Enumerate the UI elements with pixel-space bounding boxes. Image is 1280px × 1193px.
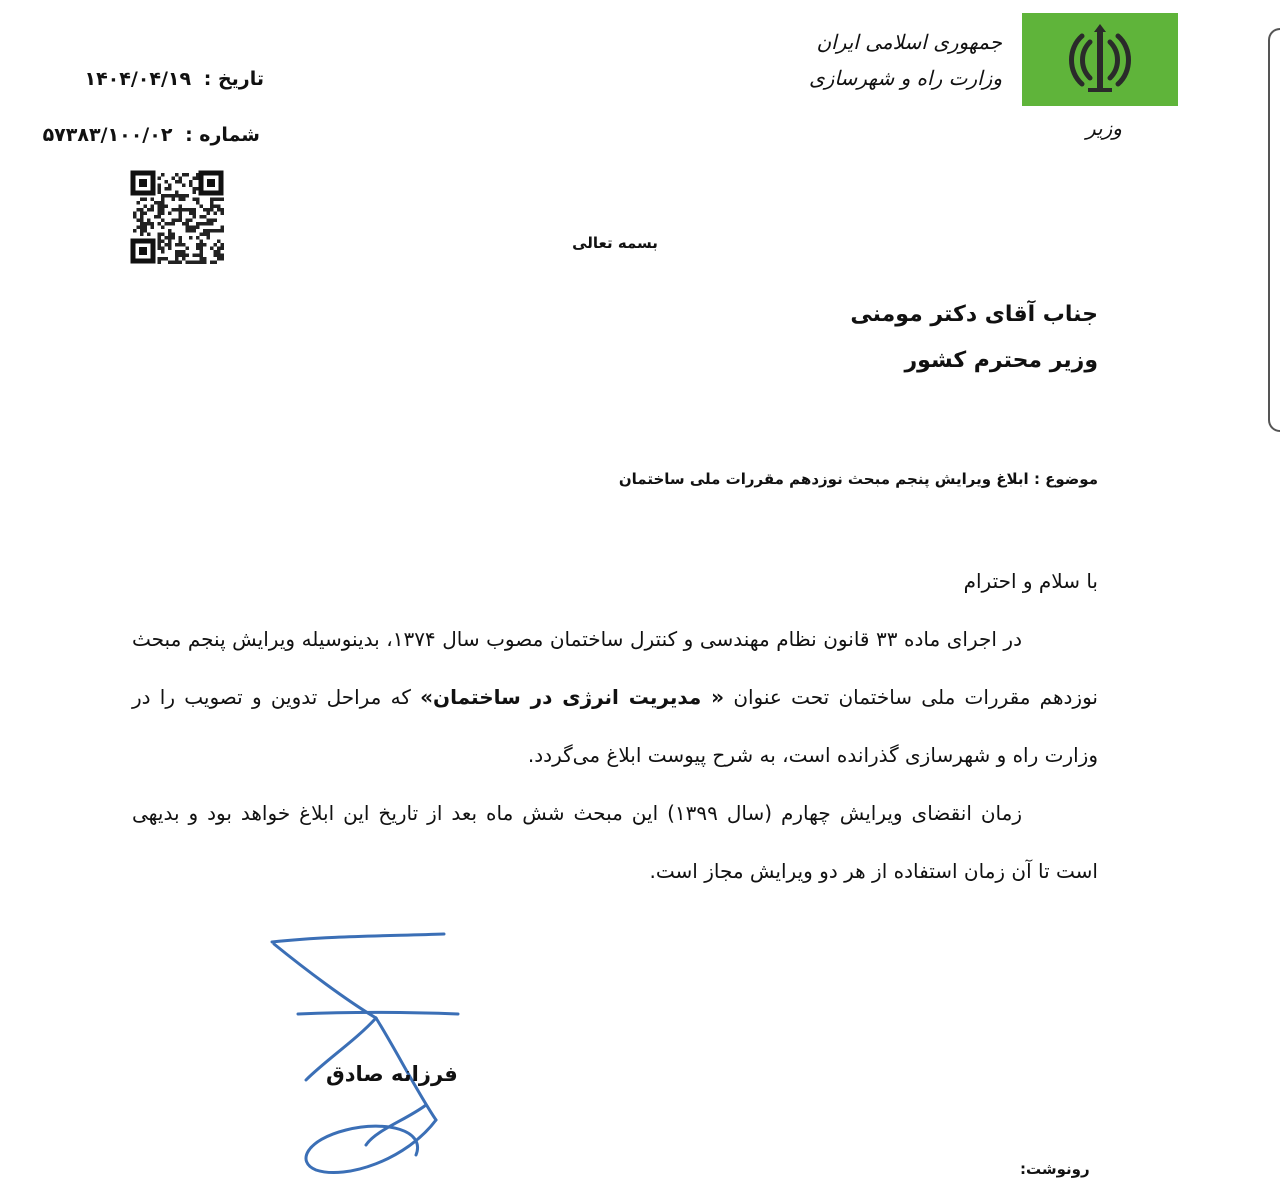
paragraph-1-part-1: در اجرای ماده ۳۳ قانون نظام مهندسی و کنترل ساختمان مصوب سال ۱۳۷۴، بدینوسیله ویرایش پنجم مبحث نوزدهم مقررات ملی ساختمان تحت عنوان [132, 627, 1098, 709]
signer-name: فرزانه صادق [326, 1062, 458, 1086]
iran-emblem-icon [1060, 22, 1140, 98]
paragraph-1-part-2: که مراحل تدوین و تصویب را در وزارت راه و شهرسازی گذرانده است، به شرح پیوست ابلاغ می‌گردد. [132, 685, 1098, 767]
addressee-title: وزیر محترم کشور [904, 348, 1098, 373]
number-line [43, 124, 260, 146]
subject-text: ابلاغ ویرایش پنجم مبحث نوزدهم مقررات ملی ساختمان [618, 470, 1029, 488]
ministry-header [809, 24, 1002, 96]
emblem-box [1022, 13, 1178, 106]
number-value: ۵۷۳۸۳/۱۰۰/۰۲ [42, 124, 173, 146]
greeting: با سلام و احترام [963, 569, 1098, 593]
subject-label: موضوع : [1033, 470, 1098, 488]
minister-label: وزیر [1086, 116, 1122, 140]
date-value: ۱۴۰۴/۰۴/۱۹ [84, 68, 192, 90]
date-label: تاریخ : [203, 68, 264, 90]
date-line [84, 68, 264, 90]
bismillah: بسمه تعالی [572, 234, 658, 252]
paragraph-1-title: « مدیریت انرژی در ساختمان» [420, 685, 725, 709]
header-country: جمهوری اسلامی ایران [816, 30, 1002, 54]
header-ministry: وزارت راه و شهرسازی [809, 66, 1002, 90]
letter-body [132, 552, 1098, 900]
subject-line [578, 464, 1098, 494]
paragraph-1 [132, 610, 1098, 784]
cc-label: رونوشت: [1020, 1160, 1090, 1178]
paragraph-2: زمان انقضای ویرایش چهارم (سال ۱۳۹۹) این مبحث شش ماه بعد از تاریخ این ابلاغ خواهد بود و بدیهی است تا آن زمان استفاده از هر دو ویرایش مجاز است. [132, 801, 1098, 883]
qr-code-icon [130, 170, 224, 264]
addressee-name: جناب آقای دکتر مومنی [850, 302, 1098, 327]
number-label: شماره : [185, 124, 260, 146]
page-edge-decoration [1268, 28, 1280, 432]
addressee [850, 292, 1098, 384]
handwritten-signature [266, 930, 466, 1190]
